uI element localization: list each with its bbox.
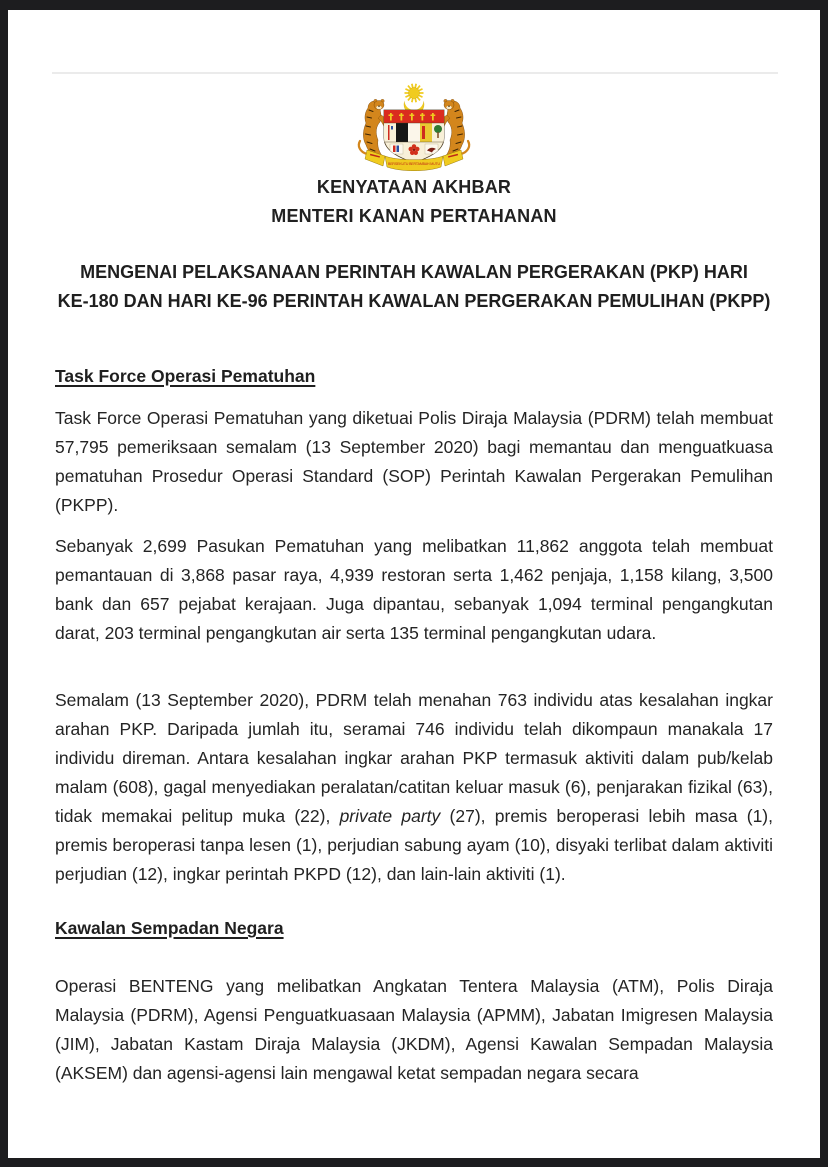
body-paragraph-1: Task Force Operasi Pematuhan yang diketuai Polis Diraja Malaysia (PDRM) telah membuat 57,795 pemeriksaan semalam (13 September 2020) bagi memantau dan menguatkuasa pematuhan Prosedur Operasi Standard (SOP) Perintah Kawalan Pergerakan Pemulihan (PKPP). <box>55 408 773 515</box>
document-title-line-1: MENGENAI PELAKSANAAN PERINTAH KAWALAN PERGERAKAN (PKP) HARI <box>80 262 748 282</box>
paragraph-text: (27), premis beroperasi lebih masa (1), premis beroperasi tanpa lesen (1), perjudian sabung ayam (10), disyaki terlibat dalam aktiviti perjudian (12), ingkar perintah PKPD (12), dan lain-lain aktiviti (1). <box>55 806 773 884</box>
press-statement-label: KENYATAAN AKHBAR <box>316 177 512 197</box>
minister-label: MENTERI KANAN PERTAHANAN <box>271 206 557 226</box>
body-paragraph-3 <box>55 686 773 889</box>
malaysia-coat-of-arms-icon <box>352 80 476 172</box>
letterhead-divider <box>52 72 778 74</box>
document-title-line-2: KE-180 DAN HARI KE-96 PERINTAH KAWALAN PERGERAKAN PEMULIHAN (PKPP) <box>57 291 771 311</box>
crest-motto: BERSEKUTU BERTAMBAH MUTU <box>388 162 440 166</box>
section-heading-task-force: Task Force Operasi Pematuhan <box>55 366 316 386</box>
document-page <box>8 10 820 1158</box>
italic-run: private party <box>339 806 441 826</box>
section-heading-kawalan-sempadan: Kawalan Sempadan Negara <box>55 918 284 938</box>
paragraph-text: Semalam (13 September 2020), PDRM telah menahan 763 individu atas kesalahan ingkar arahan PKP. Daripada jumlah itu, seramai 746 individu telah dikompaun manakala 17 individu direman. Antara kesalahan ingkar arahan PKP termasuk aktiviti dalam pub/kelab malam (608), gagal menyediakan peralatan/catitan keluar masuk (6), penjarakan fizikal (63), tidak memakai pelitup muka (22), <box>55 690 773 826</box>
body-paragraph-4: Operasi BENTENG yang melibatkan Angkatan Tentera Malaysia (ATM), Polis Diraja Malaysia (PDRM), Agensi Penguatkuasaan Malaysia (APMM), Jabatan Imigresen Malaysia (JIM), Jabatan Kastam Diraja Malaysia (JKDM), Agensi Kawalan Sempadan Malaysia (AKSEM) dan agensi-agensi lain mengawal ketat sempadan negara secara <box>55 976 773 1083</box>
crest-graphic <box>352 80 476 172</box>
body-paragraph-2: Sebanyak 2,699 Pasukan Pematuhan yang melibatkan 11,862 anggota telah membuat pemantauan di 3,868 pasar raya, 4,939 restoran serta 1,462 penjaja, 1,158 kilang, 3,500 bank dan 657 pejabat kerajaan. Juga dipantau, sebanyak 1,094 terminal pengangkutan darat, 203 terminal pengangkutan air serta 135 terminal pengangkutan udara. <box>55 536 773 643</box>
